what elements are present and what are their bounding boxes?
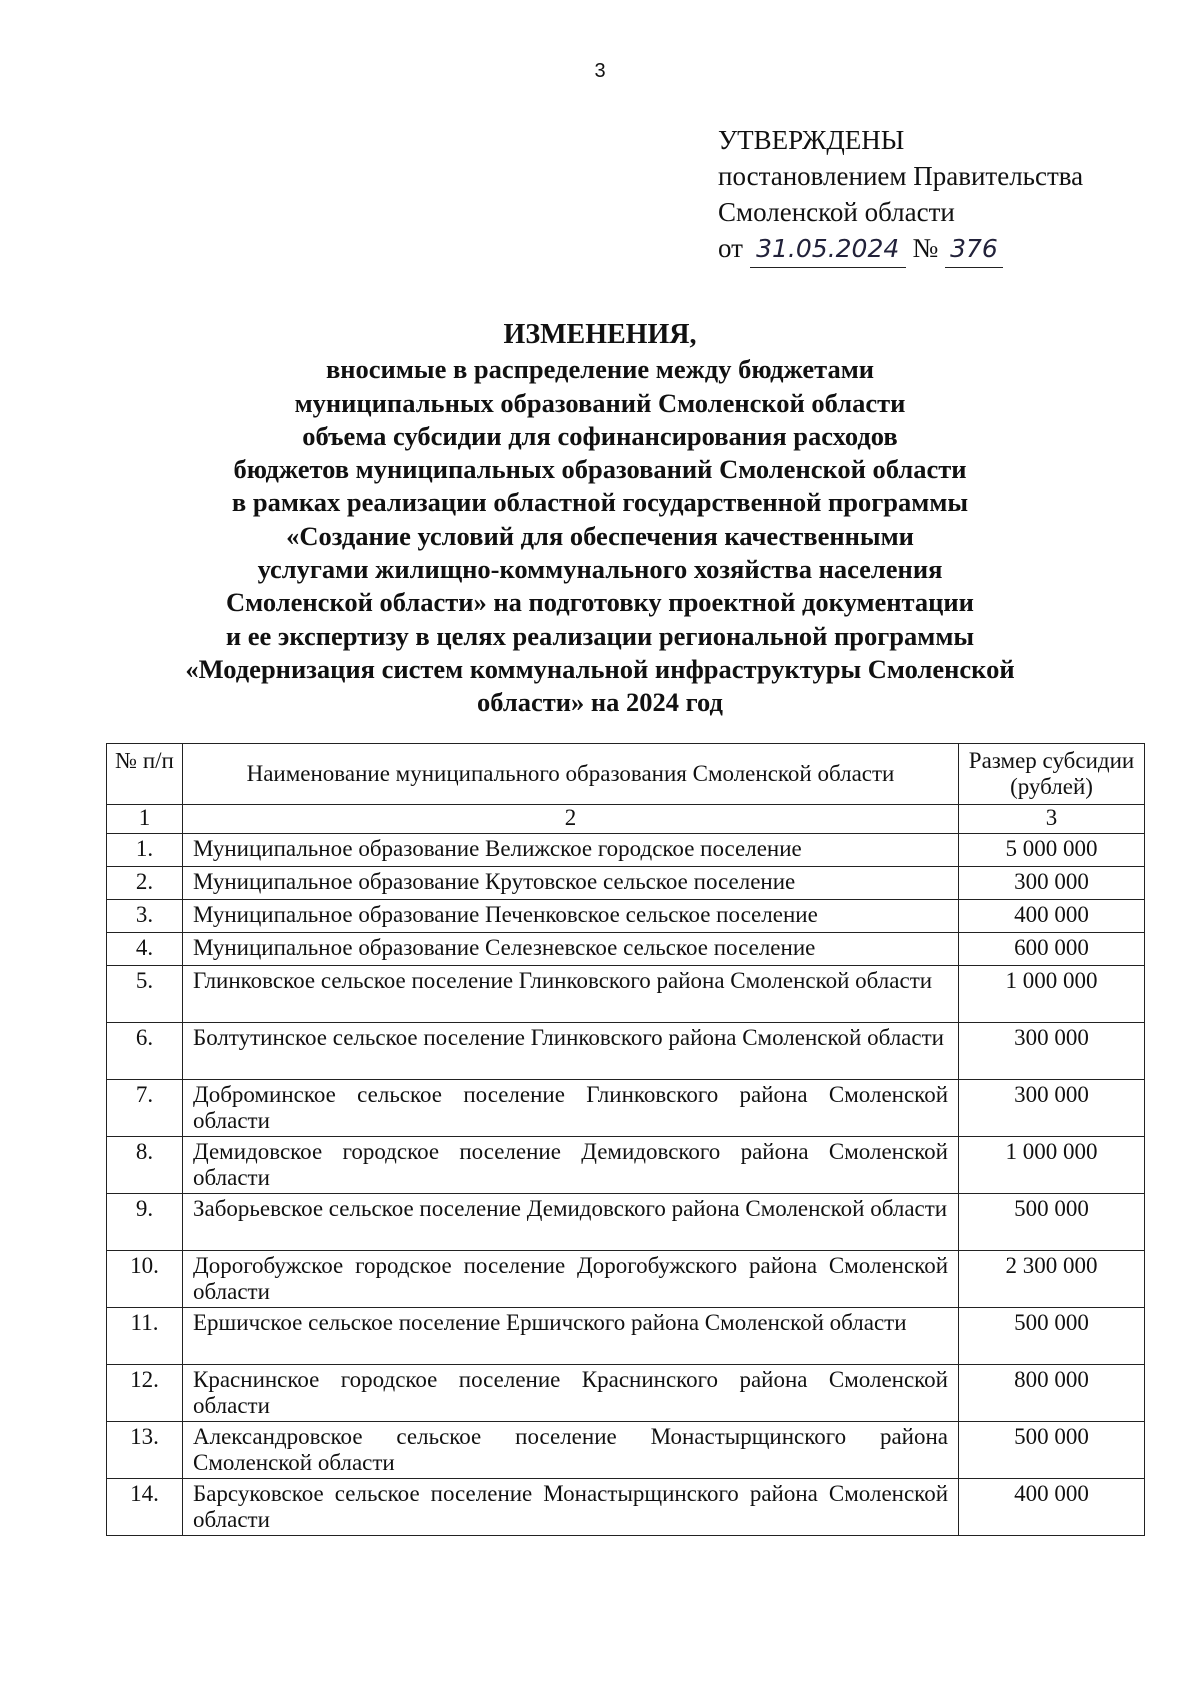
- table-header-row: [107, 744, 1145, 805]
- approval-line-1: постановлением Правительства: [718, 161, 1084, 191]
- row-number: 11.: [107, 1308, 183, 1365]
- table-row: [107, 1422, 1145, 1479]
- table-row: [107, 867, 1145, 900]
- table-row: [107, 933, 1145, 966]
- header-amount: Размер субсидии (рублей): [959, 744, 1145, 805]
- document-heading: ИЗМЕНЕНИЯ,: [503, 319, 697, 350]
- row-amount: 5 000 000: [959, 834, 1145, 867]
- document-title-line: области» на 2024 год: [477, 687, 723, 718]
- row-amount: 600 000: [959, 933, 1145, 966]
- column-number: 2: [183, 805, 959, 834]
- table-row: [107, 1365, 1145, 1422]
- row-name: Глинковское сельское поселение Глинковского района Смоленской области: [183, 966, 959, 1023]
- row-number: 5.: [107, 966, 183, 1023]
- table-row: [107, 900, 1145, 933]
- row-number: 3.: [107, 900, 183, 933]
- row-amount: 500 000: [959, 1422, 1145, 1479]
- table-row: [107, 1023, 1145, 1080]
- row-number: 13.: [107, 1422, 183, 1479]
- row-name: Краснинское городское поселение Краснинского района Смоленской области: [183, 1365, 959, 1422]
- number-sign: №: [912, 233, 939, 263]
- table-row: [107, 966, 1145, 1023]
- row-number: 14.: [107, 1479, 183, 1536]
- column-number: 1: [107, 805, 183, 834]
- document-title-line: в рамках реализации областной государственной программы: [231, 487, 969, 518]
- row-name: Александровское сельское поселение Монастырщинского района Смоленской области: [183, 1422, 959, 1479]
- subsidy-table: [106, 743, 1145, 1536]
- approval-date-line: [718, 230, 1083, 268]
- document-title-line: «Модернизация систем коммунальной инфраструктуры Смоленской: [185, 653, 1015, 684]
- row-amount: 800 000: [959, 1365, 1145, 1422]
- row-amount: 500 000: [959, 1308, 1145, 1365]
- row-number: 2.: [107, 867, 183, 900]
- page-number: 3: [594, 60, 606, 82]
- row-amount: 1 000 000: [959, 966, 1145, 1023]
- row-amount: 300 000: [959, 1023, 1145, 1080]
- row-name: Демидовское городское поселение Демидовского района Смоленской области: [183, 1137, 959, 1194]
- row-number: 12.: [107, 1365, 183, 1422]
- handwritten-number: 376: [945, 231, 1003, 268]
- approval-line-2: Смоленской области: [718, 197, 955, 227]
- table-row: [107, 1080, 1145, 1137]
- row-number: 1.: [107, 834, 183, 867]
- row-amount: 400 000: [959, 900, 1145, 933]
- approval-stamp: [718, 122, 1083, 268]
- table-row: [107, 1479, 1145, 1536]
- row-number: 4.: [107, 933, 183, 966]
- row-amount: 500 000: [959, 1194, 1145, 1251]
- row-amount: 1 000 000: [959, 1137, 1145, 1194]
- row-name: Муниципальное образование Крутовское сельское поселение: [183, 867, 959, 900]
- document-title-line: бюджетов муниципальных образований Смоленской области: [233, 454, 967, 485]
- document-title-line: муниципальных образований Смоленской области: [294, 387, 906, 418]
- document-title: [0, 318, 1200, 720]
- row-name: Муниципальное образование Селезневское сельское поселение: [183, 933, 959, 966]
- approval-title: УТВЕРЖДЕНЫ: [718, 125, 905, 155]
- header-name: Наименование муниципального образования Смоленской области: [183, 744, 959, 805]
- row-number: 8.: [107, 1137, 183, 1194]
- row-amount: 300 000: [959, 867, 1145, 900]
- table-row: [107, 1251, 1145, 1308]
- row-name: Доброминское сельское поселение Глинковского района Смоленской области: [183, 1080, 959, 1137]
- column-number-row: [107, 805, 1145, 834]
- column-number: 3: [959, 805, 1145, 834]
- row-number: 9.: [107, 1194, 183, 1251]
- table-row: [107, 1194, 1145, 1251]
- row-name: Болтутинское сельское поселение Глинковского района Смоленской области: [183, 1023, 959, 1080]
- document-title-line: услугами жилищно-коммунального хозяйства населения: [257, 554, 943, 585]
- row-amount: 400 000: [959, 1479, 1145, 1536]
- table-row: [107, 1137, 1145, 1194]
- document-title-line: объема субсидии для софинансирования расходов: [302, 420, 898, 451]
- document-title-line: и ее экспертизу в целях реализации региональной программы: [225, 620, 975, 651]
- row-number: 7.: [107, 1080, 183, 1137]
- handwritten-date: 31.05.2024: [750, 231, 906, 268]
- table-row: [107, 1308, 1145, 1365]
- row-number: 10.: [107, 1251, 183, 1308]
- row-name: Муниципальное образование Печенковское сельское поселение: [183, 900, 959, 933]
- header-num: № п/п: [107, 744, 183, 805]
- row-name: Ершичское сельское поселение Ершичского района Смоленской области: [183, 1308, 959, 1365]
- row-name: Барсуковское сельское поселение Монастырщинского района Смоленской области: [183, 1479, 959, 1536]
- row-name: Муниципальное образование Велижское городское поселение: [183, 834, 959, 867]
- row-number: 6.: [107, 1023, 183, 1080]
- row-name: Заборьевское сельское поселение Демидовского района Смоленской области: [183, 1194, 959, 1251]
- row-name: Дорогобужское городское поселение Дорогобужского района Смоленской области: [183, 1251, 959, 1308]
- document-title-line: Смоленской области» на подготовку проектной документации: [226, 587, 974, 618]
- row-amount: 300 000: [959, 1080, 1145, 1137]
- table-row: [107, 834, 1145, 867]
- document-title-line: «Создание условий для обеспечения качественными: [286, 520, 914, 551]
- document-title-line: вносимые в распределение между бюджетами: [325, 354, 875, 385]
- date-prefix: от: [718, 233, 743, 263]
- row-amount: 2 300 000: [959, 1251, 1145, 1308]
